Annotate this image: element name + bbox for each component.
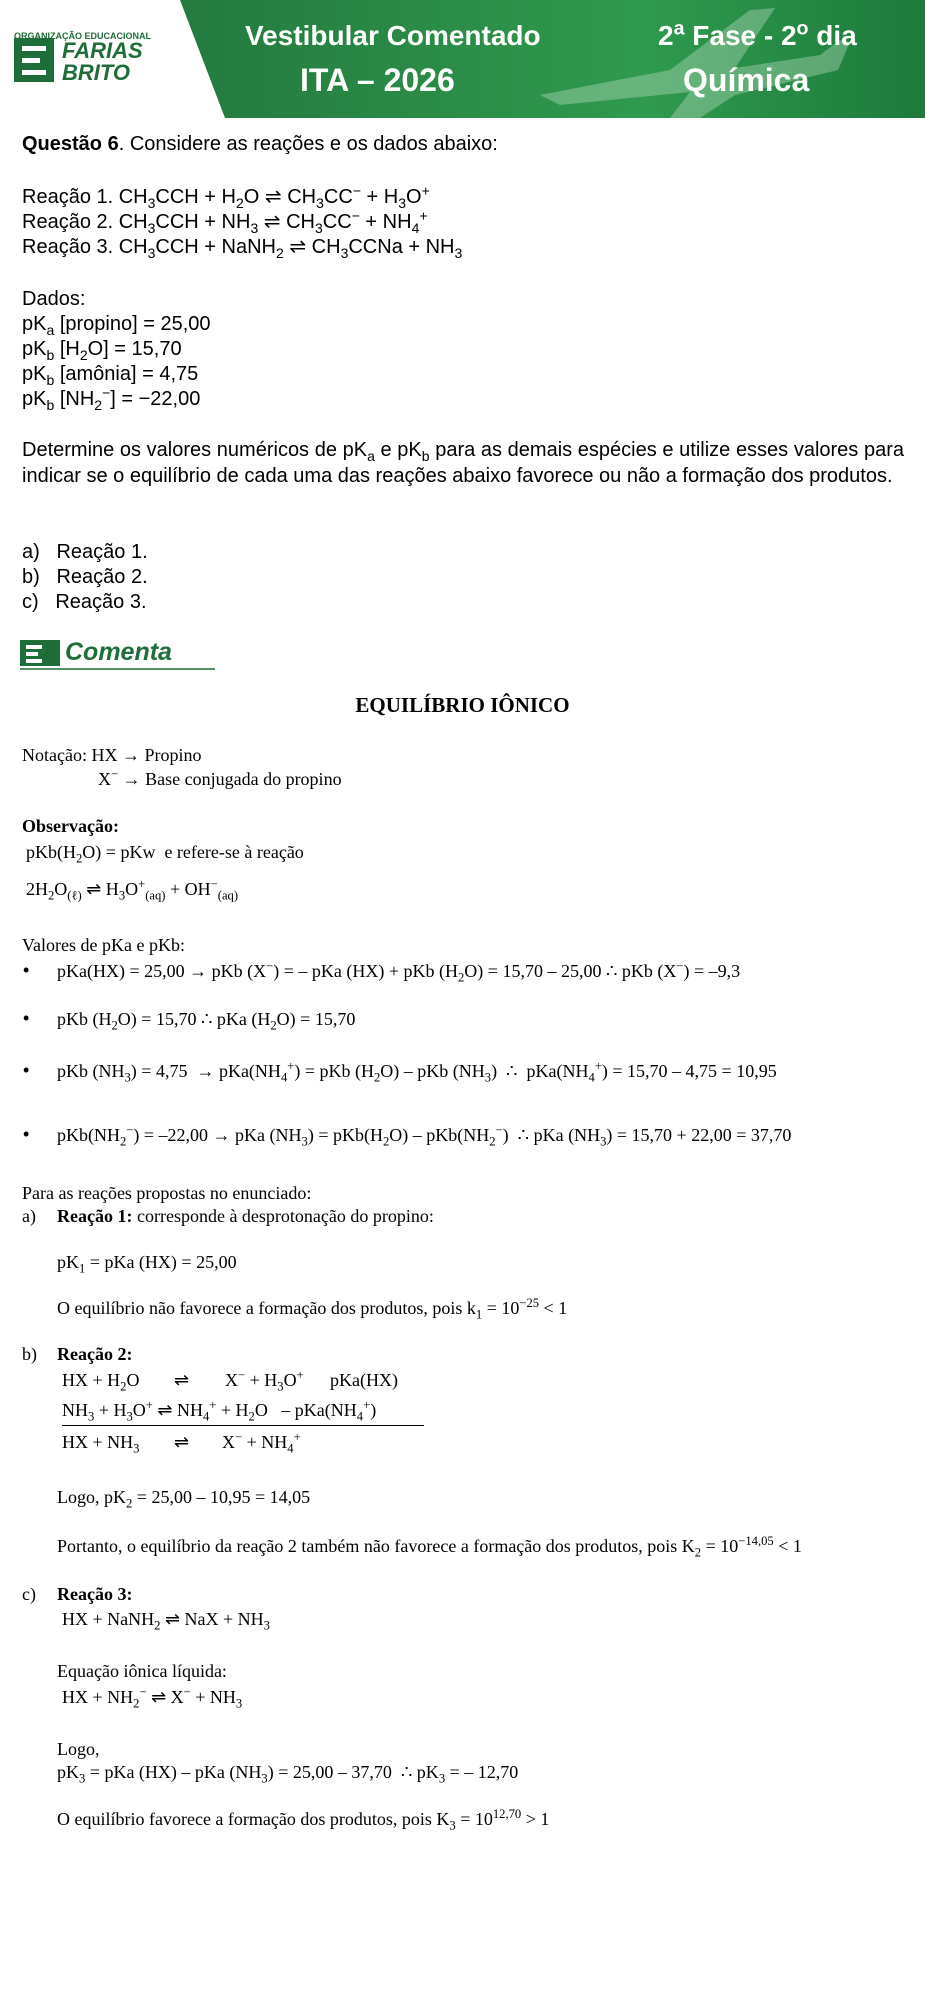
b-row3-left: HX + $NH_3$ <box>62 1432 140 1456</box>
bullet-2-icon: • <box>23 1008 30 1028</box>
header-phase: 2$^a$ Fase - 2$^o$ dia <box>658 17 857 51</box>
b-row1-arrow: ⇌ <box>174 1370 190 1390</box>
data-title: Dados: <box>22 288 86 310</box>
answer-c-equation: HX + NaNH$_2$ ⇌ NaX + $NH_3$ <box>62 1609 270 1633</box>
answer-a-heading <box>57 1205 434 1227</box>
data-pkb-ammonia: $pK_b$ [amônia] = 4,75 <box>22 363 199 388</box>
question-label: Questão 6 <box>22 133 119 155</box>
header-exam: ITA – 2026 <box>300 62 455 98</box>
answer-a-pk: $pK_1$ = pKa (HX) = 25,00 <box>57 1252 237 1276</box>
answer-c-title: Reação 3: <box>57 1584 133 1604</box>
item-b-letter: b) <box>22 566 40 588</box>
answer-b-conclusion: Portanto, o equilíbrio da reação 2 também não favorece a formação dos produtos, pois $K_2 = 10^{-14,05} < 1$ <box>57 1534 802 1560</box>
answer-title: EQUILÍBRIO IÔNICO <box>355 693 570 717</box>
org-label: ORGANIZAÇÃO EDUCACIONAL <box>14 31 151 41</box>
answer-c-ionic-title: Equação iônica líquida: <box>57 1661 227 1681</box>
bullet-1-icon: • <box>23 960 30 980</box>
reaction-1: Reação 1. $CH_3CCH + H_2O$ ⇌ $CH_3CC^- + H_3O^+$ <box>22 182 430 211</box>
org-name-line1: FARIAS <box>62 38 143 63</box>
data-pkb-amide: $pK_b$ $[NH_2^-] = -22,00$ <box>22 384 201 413</box>
question-prompt: Determine os valores numéricos de $pK_a$ e $pK_b$ para as demais espécies e utilize esses valores para indicar se o equilíbrio de cada uma das reações abaixo favorece ou não a formação dos produtos. <box>22 439 904 487</box>
data-pka-propino: $pK_a$ [propino] = 25,00 <box>22 313 211 338</box>
header-title: Vestibular Comentado <box>245 20 541 51</box>
answer-c-letter: c) <box>22 1584 36 1604</box>
b-row2: $NH_3 + H_3O^+$ ⇌ $NH_4^+ + H_2O - pKa(NH_4^+)$ <box>62 1398 377 1424</box>
bullet-4: $pKb(NH_2^-) = -22,00$ → pKa $(NH_3) = pKb(H_2O) - pKb(NH_2^-)$ ∴ pKa $(NH_3) = 15,70 + 22,00 = 37,70$ <box>57 1123 792 1149</box>
item-a <box>22 540 148 565</box>
answer-b-logo: Logo, $pK_2 = 25,00 - 10,95 = 14,05$ <box>57 1487 311 1511</box>
header-banner <box>0 0 925 118</box>
b-row1-pk: pKa(HX) <box>330 1370 398 1390</box>
sum-rule <box>62 1425 424 1426</box>
answer-a-conclusion: O equilíbrio não favorece a formação dos produtos, pois $k_1 = 10^{-25} < 1$ <box>57 1296 568 1322</box>
bullet-4-icon: • <box>23 1124 30 1144</box>
org-name-line2: BRITO <box>62 60 131 85</box>
bullet-2: pKb $(H_2O) = 15,70$ ∴ pKa $(H_2O) = 15,70$ <box>57 1009 356 1033</box>
b-row3-arrow: ⇌ <box>174 1432 190 1452</box>
water-autoionization: $2H_2O_{(\ell)}$ ⇌ $H_3O^+_{(aq)} + OH^-_{(aq)}$ <box>26 877 239 903</box>
answer-c-logo: Logo, <box>57 1739 100 1759</box>
item-c-letter: c) <box>22 591 39 613</box>
answer-b-title: Reação 2: <box>57 1344 133 1364</box>
notation-2: X− → Base conjugada do propino <box>98 767 342 789</box>
answer-c-conclusion: O equilíbrio favorece a formação dos produtos, pois $K_3 = 10^{12,70} > 1$ <box>57 1807 550 1833</box>
question-intro: . Considere as reações e os dados abaixo: <box>118 133 498 155</box>
b-row3-right: $X^- + NH_4^+$ <box>222 1430 301 1456</box>
answer-a-title: Reação 1: <box>57 1206 133 1226</box>
values-title: Valores de pKa e pKb: <box>22 935 185 955</box>
bullet-3: pKb $(NH_3) = 4,75 \to pKa(NH_4^+)$ = pKb $(H_2O)$ – pKb $(NH_3)$ ∴ $pKa(NH_4^+) = 15,70 - 4,75 = 10,95$ <box>57 1059 777 1085</box>
comenta-label: Comenta <box>65 638 172 666</box>
item-b-text: Reação 2. <box>56 566 148 588</box>
answer-c-pk: $pK_3$ = pKa (HX) – pKa $(NH_3) = 25,00 - 37,70$ ∴ $pK_3$ = – 12,70 <box>57 1762 519 1786</box>
item-a-letter: a) <box>22 541 40 563</box>
reactions-intro: Para as reações propostas no enunciado: <box>22 1183 312 1203</box>
reaction-2: Reação 2. $CH_3CCH + NH_3$ ⇌ $CH_3CC^- + NH_4^+$ <box>22 207 428 236</box>
answer-c-ionic-equation: HX + $NH_2^-$ ⇌ $X^- + NH_3$ <box>62 1685 243 1711</box>
b-row1-left: HX + $H_2O$ <box>62 1370 140 1394</box>
item-b <box>22 565 148 590</box>
item-a-text: Reação 1. <box>56 541 148 563</box>
answer-a-desc: corresponde à desprotonação do propino: <box>132 1206 434 1226</box>
item-c-text: Reação 3. <box>55 591 147 613</box>
item-c <box>22 590 147 615</box>
header-subject: Química <box>683 62 810 98</box>
observation-line: $pKb(H_2O)$ = pKw e refere-se à reação <box>26 842 304 866</box>
answer-b-letter: b) <box>22 1344 37 1364</box>
bullet-3-icon: • <box>23 1060 30 1080</box>
question-heading <box>22 132 498 157</box>
reaction-3: Reação 3. $CH_3CCH$ + NaNH$_2$ ⇌ $CH_3CCNa + NH_3$ <box>22 236 463 261</box>
bullet-1: pKa(HX) = 25,00 → pKb (X−) = – pKa (HX) + pKb $(H_2O) = 15,70 - 25,00$ ∴ pKb (X−) = –9,3 <box>57 959 741 985</box>
observation-title: Observação: <box>22 816 119 836</box>
data-pkb-water: $pK_b$ $[H_2O] = 15,70$ <box>22 338 182 363</box>
answer-a-letter: a) <box>22 1206 36 1226</box>
org-name <box>62 40 143 84</box>
notation-1: Notação: HX → Propino <box>22 745 202 765</box>
b-row1-right: $X^- + H_3O^+$ <box>225 1368 304 1394</box>
